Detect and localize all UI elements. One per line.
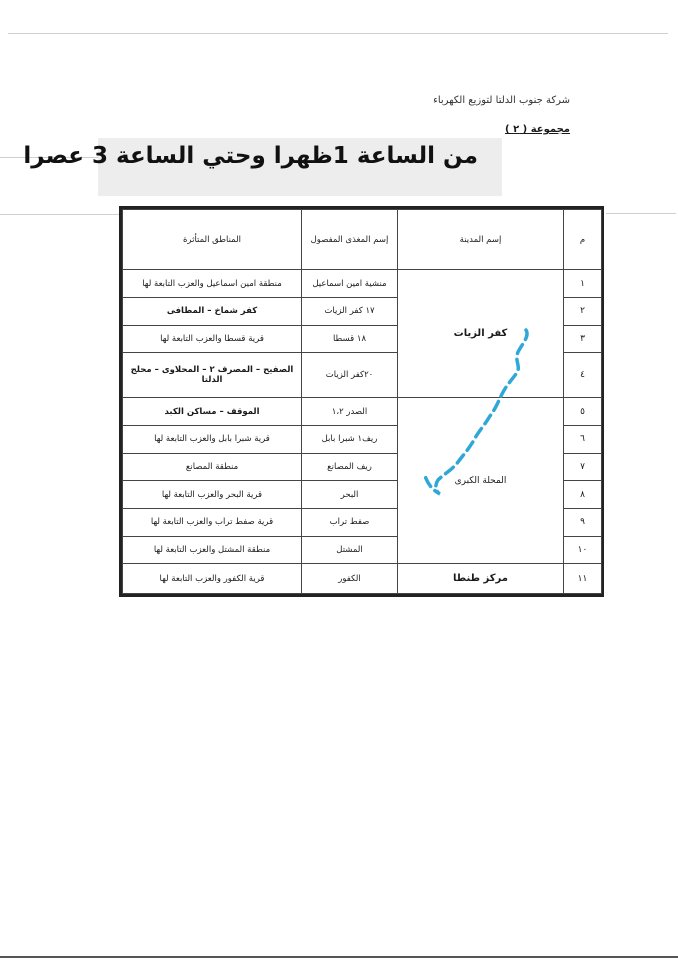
feeder-cell: ٢٠كفر الزيات	[302, 353, 398, 398]
row-number: ٨	[564, 481, 602, 509]
feeder-cell: الكفور	[302, 564, 398, 594]
scan-line-top	[8, 33, 668, 34]
areas-cell: كفر شماخ – المطافى	[123, 298, 302, 326]
row-number: ٤	[564, 353, 602, 398]
areas-cell: قرية شبرا بابل والعزب التابعة لها	[123, 426, 302, 454]
table-row	[123, 270, 602, 298]
table-row	[123, 564, 602, 594]
city-cell: المحلة الكبرى	[398, 398, 564, 564]
areas-cell: منطقة امين اسماعيل والعزب التابعة لها	[123, 270, 302, 298]
city-cell: مركز طنطا	[398, 564, 564, 594]
col-header-city: إسم المدينة	[398, 210, 564, 270]
row-number: ٥	[564, 398, 602, 426]
areas-cell: الصفيح – المصرف ٢ – المحلاوى – محلج الدلتا	[123, 353, 302, 398]
areas-cell: قرية البحر والعزب التابعة لها	[123, 481, 302, 509]
row-number: ٩	[564, 508, 602, 536]
row-number: ١٠	[564, 536, 602, 564]
row-number: ٣	[564, 325, 602, 353]
areas-cell: قرية صفط تراب والعزب التابعة لها	[123, 508, 302, 536]
row-number: ١١	[564, 564, 602, 594]
feeder-cell: ريف المصانع	[302, 453, 398, 481]
feeder-cell: صفط تراب	[302, 508, 398, 536]
scan-line-lower	[0, 214, 120, 215]
page-title: من الساعة 1ظهرا وحتي الساعة 3 عصرا	[23, 143, 478, 169]
row-number: ١	[564, 270, 602, 298]
row-number: ٦	[564, 426, 602, 454]
areas-cell: قرية قسطا والعزب التابعة لها	[123, 325, 302, 353]
col-header-areas: المناطق المتأثرة	[123, 210, 302, 270]
scan-edge-bottom	[0, 956, 678, 958]
feeder-cell: ١٧ كفر الزيات	[302, 298, 398, 326]
feeder-cell: ريف١ شبرا بابل	[302, 426, 398, 454]
feeder-cell: البحر	[302, 481, 398, 509]
schedule-table	[119, 206, 604, 597]
areas-cell: منطقة المشتل والعزب التابعة لها	[123, 536, 302, 564]
feeder-cell: ١٨ قسطا	[302, 325, 398, 353]
col-header-num: م	[564, 210, 602, 270]
feeder-cell: المشتل	[302, 536, 398, 564]
feeder-cell: الصدر ١،٢	[302, 398, 398, 426]
group-label: مجموعة ( ٢ )	[505, 124, 570, 135]
table-row	[123, 398, 602, 426]
areas-cell: منطقة المصانع	[123, 453, 302, 481]
city-cell: كفر الزيات	[398, 270, 564, 398]
areas-cell: الموقف – مساكن الكبد	[123, 398, 302, 426]
areas-cell: قرية الكفور والعزب التابعة لها	[123, 564, 302, 594]
feeder-cell: منشية امين اسماعيل	[302, 270, 398, 298]
scan-line-lower-right	[606, 213, 676, 214]
row-number: ٢	[564, 298, 602, 326]
table-header-row	[123, 210, 602, 270]
company-name: شركة جنوب الدلتا لتوزيع الكهرباء	[433, 95, 570, 106]
row-number: ٧	[564, 453, 602, 481]
col-header-feeder: إسم المغذى المفصول	[302, 210, 398, 270]
